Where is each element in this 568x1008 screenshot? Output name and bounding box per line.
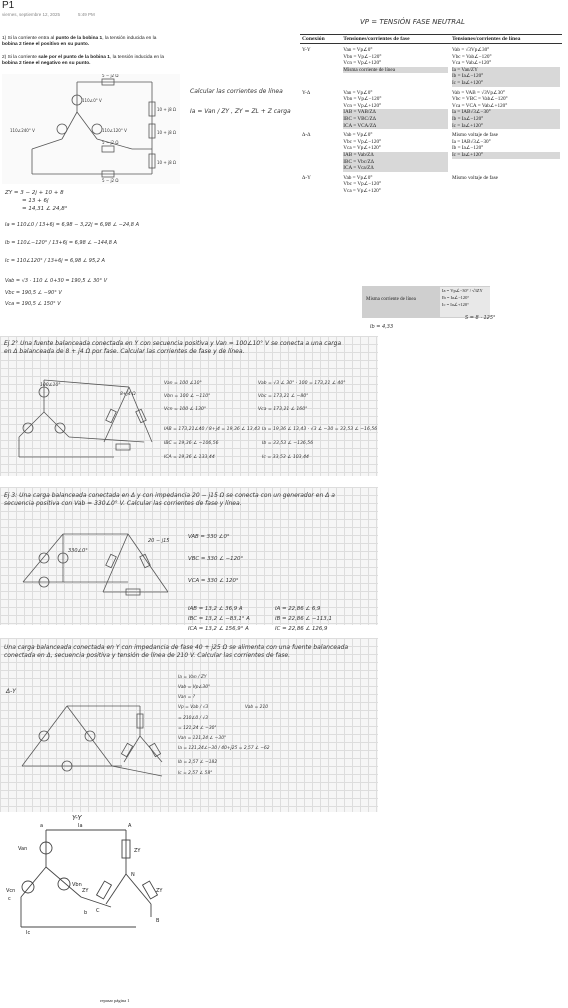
handwritten-value: Vcn = 100 ∠ 130°	[164, 407, 207, 412]
calc-title: Calcular las corrientes de línea	[190, 88, 283, 95]
svg-text:10 + j8 Ω: 10 + j8 Ω	[157, 130, 176, 135]
handwritten-value: Vab = 210	[245, 705, 269, 710]
handwritten-value: IB = 22,86 ∠ −113,1	[275, 616, 332, 622]
handwritten-value: Ia = Van / ZY	[178, 675, 207, 680]
phase-formula: ICA = Vca/ZΔ	[343, 165, 448, 172]
svg-text:10 + j8 Ω: 10 + j8 Ω	[157, 160, 176, 165]
handwritten-value: Vab = √3 ∠ 30° · 100 = 173,21 ∠ 40°	[258, 381, 346, 386]
svg-text:c: c	[8, 896, 11, 902]
svg-text:ZY: ZY	[134, 848, 141, 854]
phase-cell	[341, 172, 450, 195]
phase-formula: IBC = VBC/ZΔ	[343, 116, 448, 123]
table-header-line: Tensiones/corrientes de línea	[450, 35, 562, 44]
handwritten-value: Vp = Vab / √3	[178, 705, 209, 710]
svg-text:Van: Van	[18, 846, 28, 852]
connection-type: Δ-Y	[302, 174, 311, 181]
svg-text:ZY: ZY	[156, 888, 163, 894]
footer-note: repasar página 1	[100, 998, 130, 1003]
table-header-conn: Conexión	[300, 35, 341, 44]
vbc-calc: Vbc = 190,5 ∠ −90° V	[5, 290, 62, 296]
line-formula: Ib = Ia∠−120°	[452, 116, 560, 123]
line-cell	[450, 129, 562, 172]
handwritten-value: IBC = 13,2 ∠ −83,1° A	[188, 616, 250, 622]
handwritten-value: = 210∠0 / √3	[178, 716, 209, 721]
phase-formula: Vca = Vp∠+120°	[343, 187, 381, 194]
ej2-load-label: 8+j4 Ω	[120, 392, 136, 397]
boxed-value: Ic = Ia∠+120°	[442, 302, 469, 307]
ic-calc: Ic = 110∠120° / 13+6j = 6,98 ∠ 95,2 A	[5, 258, 105, 264]
phase-formula: Van = Vp∠0°	[343, 47, 373, 53]
handwritten-value: ICA = 19,36 ∠ 133,44	[164, 455, 215, 460]
table-row	[300, 172, 562, 195]
circuit-ydelta	[4, 372, 154, 466]
handwritten-value: IBC = 19,36 ∠ −106,56	[164, 441, 219, 446]
handwritten-value: Ic = 33,53 ∠ 103,44	[262, 455, 309, 460]
svg-text:110∠240° V: 110∠240° V	[10, 128, 35, 133]
phase-formula: IBC = Vbc/ZΔ	[343, 159, 448, 166]
side-note-1: Ib = 4,33	[370, 324, 394, 330]
exercise-2-statement: Ej 2° Una fuente balanceada conectada en Y con secuencia positiva y Van = 100∠10° V se conecta a una carga en Δ balanceada de 8 + j4 Ω por fase. Calcular las corrientes de fase y de línea.	[4, 340, 342, 355]
line-formula: Ia = Van/ZY	[452, 67, 560, 74]
handwritten-value: Vbc = 173,21 ∠ −80°	[258, 394, 309, 399]
phase-formula: Vbn = Vp∠−120°	[343, 53, 382, 60]
zy-line-3: = 14,31 ∠ 24,8°	[22, 206, 68, 212]
table-row	[300, 129, 562, 172]
circuit-deltadelta	[8, 522, 176, 604]
line-formula: Mismo voltaje de fase	[451, 174, 498, 181]
page-date: viernes, septiembre 12, 2025	[2, 12, 61, 17]
svg-text:A: A	[128, 823, 132, 829]
ib-calc: Ib = 110∠−120° / 13+6j = 6,98 ∠ −144,8 A	[5, 240, 117, 246]
handwritten-value: Ib = 2,57 ∠ −182	[178, 760, 218, 765]
svg-text:b: b	[84, 910, 88, 916]
line-cell	[450, 172, 562, 195]
vca-calc: Vca = 190,5 ∠ 150° V	[5, 301, 61, 307]
line-formula: Ia = IAB√3∠−30°	[452, 109, 560, 116]
handwritten-value: IAB = 173,21∠40 / 8+j4 = 19,36 ∠ 13,43	[164, 427, 261, 432]
svg-text:ZY: ZY	[82, 888, 89, 894]
page-time: 5:49 PM	[78, 12, 95, 17]
handwritten-value: Ia = 19,36 ∠ 13,43 · √3 ∠ −30 = 33,53 ∠ −16,56	[262, 427, 378, 432]
delta-y-label: Δ-Y	[6, 688, 16, 695]
svg-text:Ic: Ic	[26, 930, 31, 934]
phase-formula: Vcn = Vp∠+120°	[343, 102, 382, 109]
svg-text:a: a	[40, 823, 44, 829]
phase-formula: IAB = Vab/ZΔ	[343, 152, 448, 159]
handwritten-value: VAB = 330 ∠0°	[188, 534, 230, 540]
svg-text:Ia: Ia	[78, 823, 83, 829]
exercise-3-statement: Ej 3: Una carga balanceada conectada en Δ y con impedancia 20 − j15 Ω se conecta con un generador en Δ a secuencia positiva con Vab = 330∠0° V. Calcular las corrientes de fase y línea.	[4, 492, 335, 507]
handwritten-value: Vab = Vp∠30°	[178, 685, 211, 690]
phase-formula: IAB = VAB/ZΔ	[343, 109, 448, 116]
phase-formula: Van = Vp∠0°	[343, 89, 373, 96]
line-formula: Vbc = Vab∠−120°	[451, 53, 492, 60]
line-formula: Ic = Ia∠+120°	[452, 80, 560, 87]
table-row	[300, 87, 562, 130]
zy-line-1: ZY = 3 − 2j + 10 + 8	[5, 190, 64, 196]
line-formula: Ia = IAB√3∠−30°	[451, 138, 491, 145]
handwritten-value: IAB = 13,2 ∠ 36,9 A	[188, 606, 243, 612]
page-title: P1	[2, 0, 15, 11]
handwritten-value: Vca = 173,21 ∠ 160°	[258, 407, 308, 412]
line-cell	[450, 87, 562, 130]
handwritten-value: VBC = 330 ∠ −120°	[188, 556, 244, 562]
svg-text:110∠0° V: 110∠0° V	[82, 98, 102, 103]
line-formula: Vab = √3Vp∠30°	[451, 47, 490, 53]
boxed-label: Misma corriente de línea	[366, 297, 416, 302]
exercise-4-statement: Una carga balanceada conectada en Y con impedancia de fase 40 + j25 Ω se alimenta con una fuente balanceada conectada en Δ, secuencia positiva y tensión de línea de 210 V. Calcular las corrientes de fase.	[4, 644, 349, 659]
svg-text:10 + j8 Ω: 10 + j8 Ω	[157, 107, 176, 112]
table-row	[300, 44, 562, 87]
svg-text:B: B	[156, 918, 160, 924]
phase-formula: Misma corriente de línea	[343, 67, 448, 74]
handwritten-value: Van = ?	[178, 695, 195, 700]
ej2-source-label: 100∠10°	[40, 383, 61, 388]
rule-note-1: 1) Si la corriente entra al punto de la bobina 1, la tensión inducida en la bobina 2 tiene el positivo en su punto.	[2, 36, 157, 47]
line-cell	[450, 44, 562, 87]
connection-type: Y-Δ	[302, 89, 311, 96]
svg-text:C: C	[96, 908, 100, 914]
phase-formula: Vab = Vp∠0°	[343, 132, 373, 139]
handwritten-value: Van = 100 ∠10°	[164, 381, 202, 386]
vp-note: VP = TENSIÓN FASE NEUTRAL	[360, 18, 465, 26]
circuit-yy-1	[2, 74, 180, 184]
table-header-phase: Tensiones/corrientes de fase	[341, 35, 450, 44]
line-formula: Vca = VCA = Vab∠+120°	[451, 102, 508, 109]
handwritten-value: Ic = 2,57 ∠ 58°	[178, 771, 213, 776]
line-formula: Ic = Ia∠+120°	[452, 123, 560, 130]
line-formula: Vab = VAB = √3Vp∠30°	[451, 89, 505, 96]
line-formula: Mismo voltaje de fase	[451, 132, 498, 139]
phase-cell	[341, 44, 450, 87]
circuit-deltay	[12, 698, 177, 788]
handwritten-value: Ia = 121,24∠−30 / 40+j25 = 2,57 ∠ −62	[178, 746, 270, 751]
svg-text:110∠120° V: 110∠120° V	[102, 128, 127, 133]
svg-text:5 − j2 Ω: 5 − j2 Ω	[102, 140, 119, 145]
ej3-load-label: 20 − j15	[148, 538, 170, 544]
connection-type: Δ-Δ	[302, 132, 311, 139]
boxed-value: Ia = Vp∠−30° / √3ZY	[442, 288, 483, 293]
boxed-value: Ib = Ia∠−120°	[442, 295, 470, 300]
rule-note-2: 2) Si la corriente sale por el punto de la bobina 1, la tensión inducida en la bobina 2 tiene el negativo en su punto.	[2, 55, 165, 66]
handwritten-value: = 121,24 ∠ −30°	[178, 726, 217, 731]
phase-formula: Vca = Vp∠+120°	[343, 145, 381, 152]
phase-formula: Vcn = Vp∠+120°	[343, 60, 382, 67]
ia-calc: Ia = 110∠0 / 13+6j = 6,98 − 3,22j = 6,98 ∠ −24,8 A	[5, 222, 139, 228]
svg-text:Vbn: Vbn	[72, 882, 82, 888]
handwritten-value: ICA = 13,2 ∠ 156,9° A	[188, 626, 249, 632]
boxed-values	[440, 287, 490, 317]
svg-text:5 − j2 Ω: 5 − j2 Ω	[102, 178, 119, 183]
phase-formula: ICA = VCA/ZΔ	[343, 123, 448, 130]
phase-cell	[341, 87, 450, 130]
calc-formula: Ia = Van / ZY , ZY = ZL + Z carga	[190, 108, 291, 115]
circuit-yy-2	[6, 822, 170, 934]
phase-formula: Vbc = Vp∠−120°	[343, 138, 382, 145]
connection-type: Y-Y	[302, 47, 311, 53]
svg-text:Vcn: Vcn	[6, 888, 16, 894]
ej3-source-label: 330∠0°	[68, 548, 88, 554]
handwritten-value: Vbn = 100 ∠ −110°	[164, 394, 211, 399]
handwritten-value: Ib = 33,53 ∠ −136,56	[262, 441, 314, 446]
svg-text:5 − j2 Ω: 5 − j2 Ω	[102, 74, 119, 78]
connection-table	[300, 34, 562, 194]
line-formula: Vbc = VBC = Vab∠−120°	[451, 96, 508, 103]
y-y-label: Y-Y	[72, 814, 82, 822]
phase-cell	[341, 129, 450, 172]
phase-formula: Vab = Vp∠0°	[343, 174, 373, 181]
line-formula: Ic = Ia∠+120°	[452, 152, 560, 159]
line-formula: Ib = Ia∠−120°	[451, 145, 484, 152]
line-formula: Ib = Ia∠−120°	[452, 73, 560, 80]
handwritten-value: VCA = 330 ∠ 120°	[188, 578, 239, 584]
side-note-2: S = 8 · 125°	[465, 315, 496, 321]
vab-calc: Vab = √3 · 110 ∠ 0+30 = 190,5 ∠ 30° V	[5, 278, 107, 284]
svg-text:N: N	[131, 872, 135, 878]
phase-formula: Vbc = Vp∠−120°	[343, 181, 382, 188]
handwritten-value: IC = 22,86 ∠ 126,9	[275, 626, 328, 632]
handwritten-value: Van = 121,24 ∠ −30°	[178, 736, 227, 741]
zy-line-2: = 13 + 6j	[22, 198, 49, 204]
phase-formula: Vbn = Vp∠−120°	[343, 96, 382, 103]
line-formula: Vca = Vab∠+120°	[451, 60, 492, 67]
handwritten-value: IA = 22,86 ∠ 6,9	[275, 606, 321, 612]
boxed-formula	[362, 286, 490, 318]
